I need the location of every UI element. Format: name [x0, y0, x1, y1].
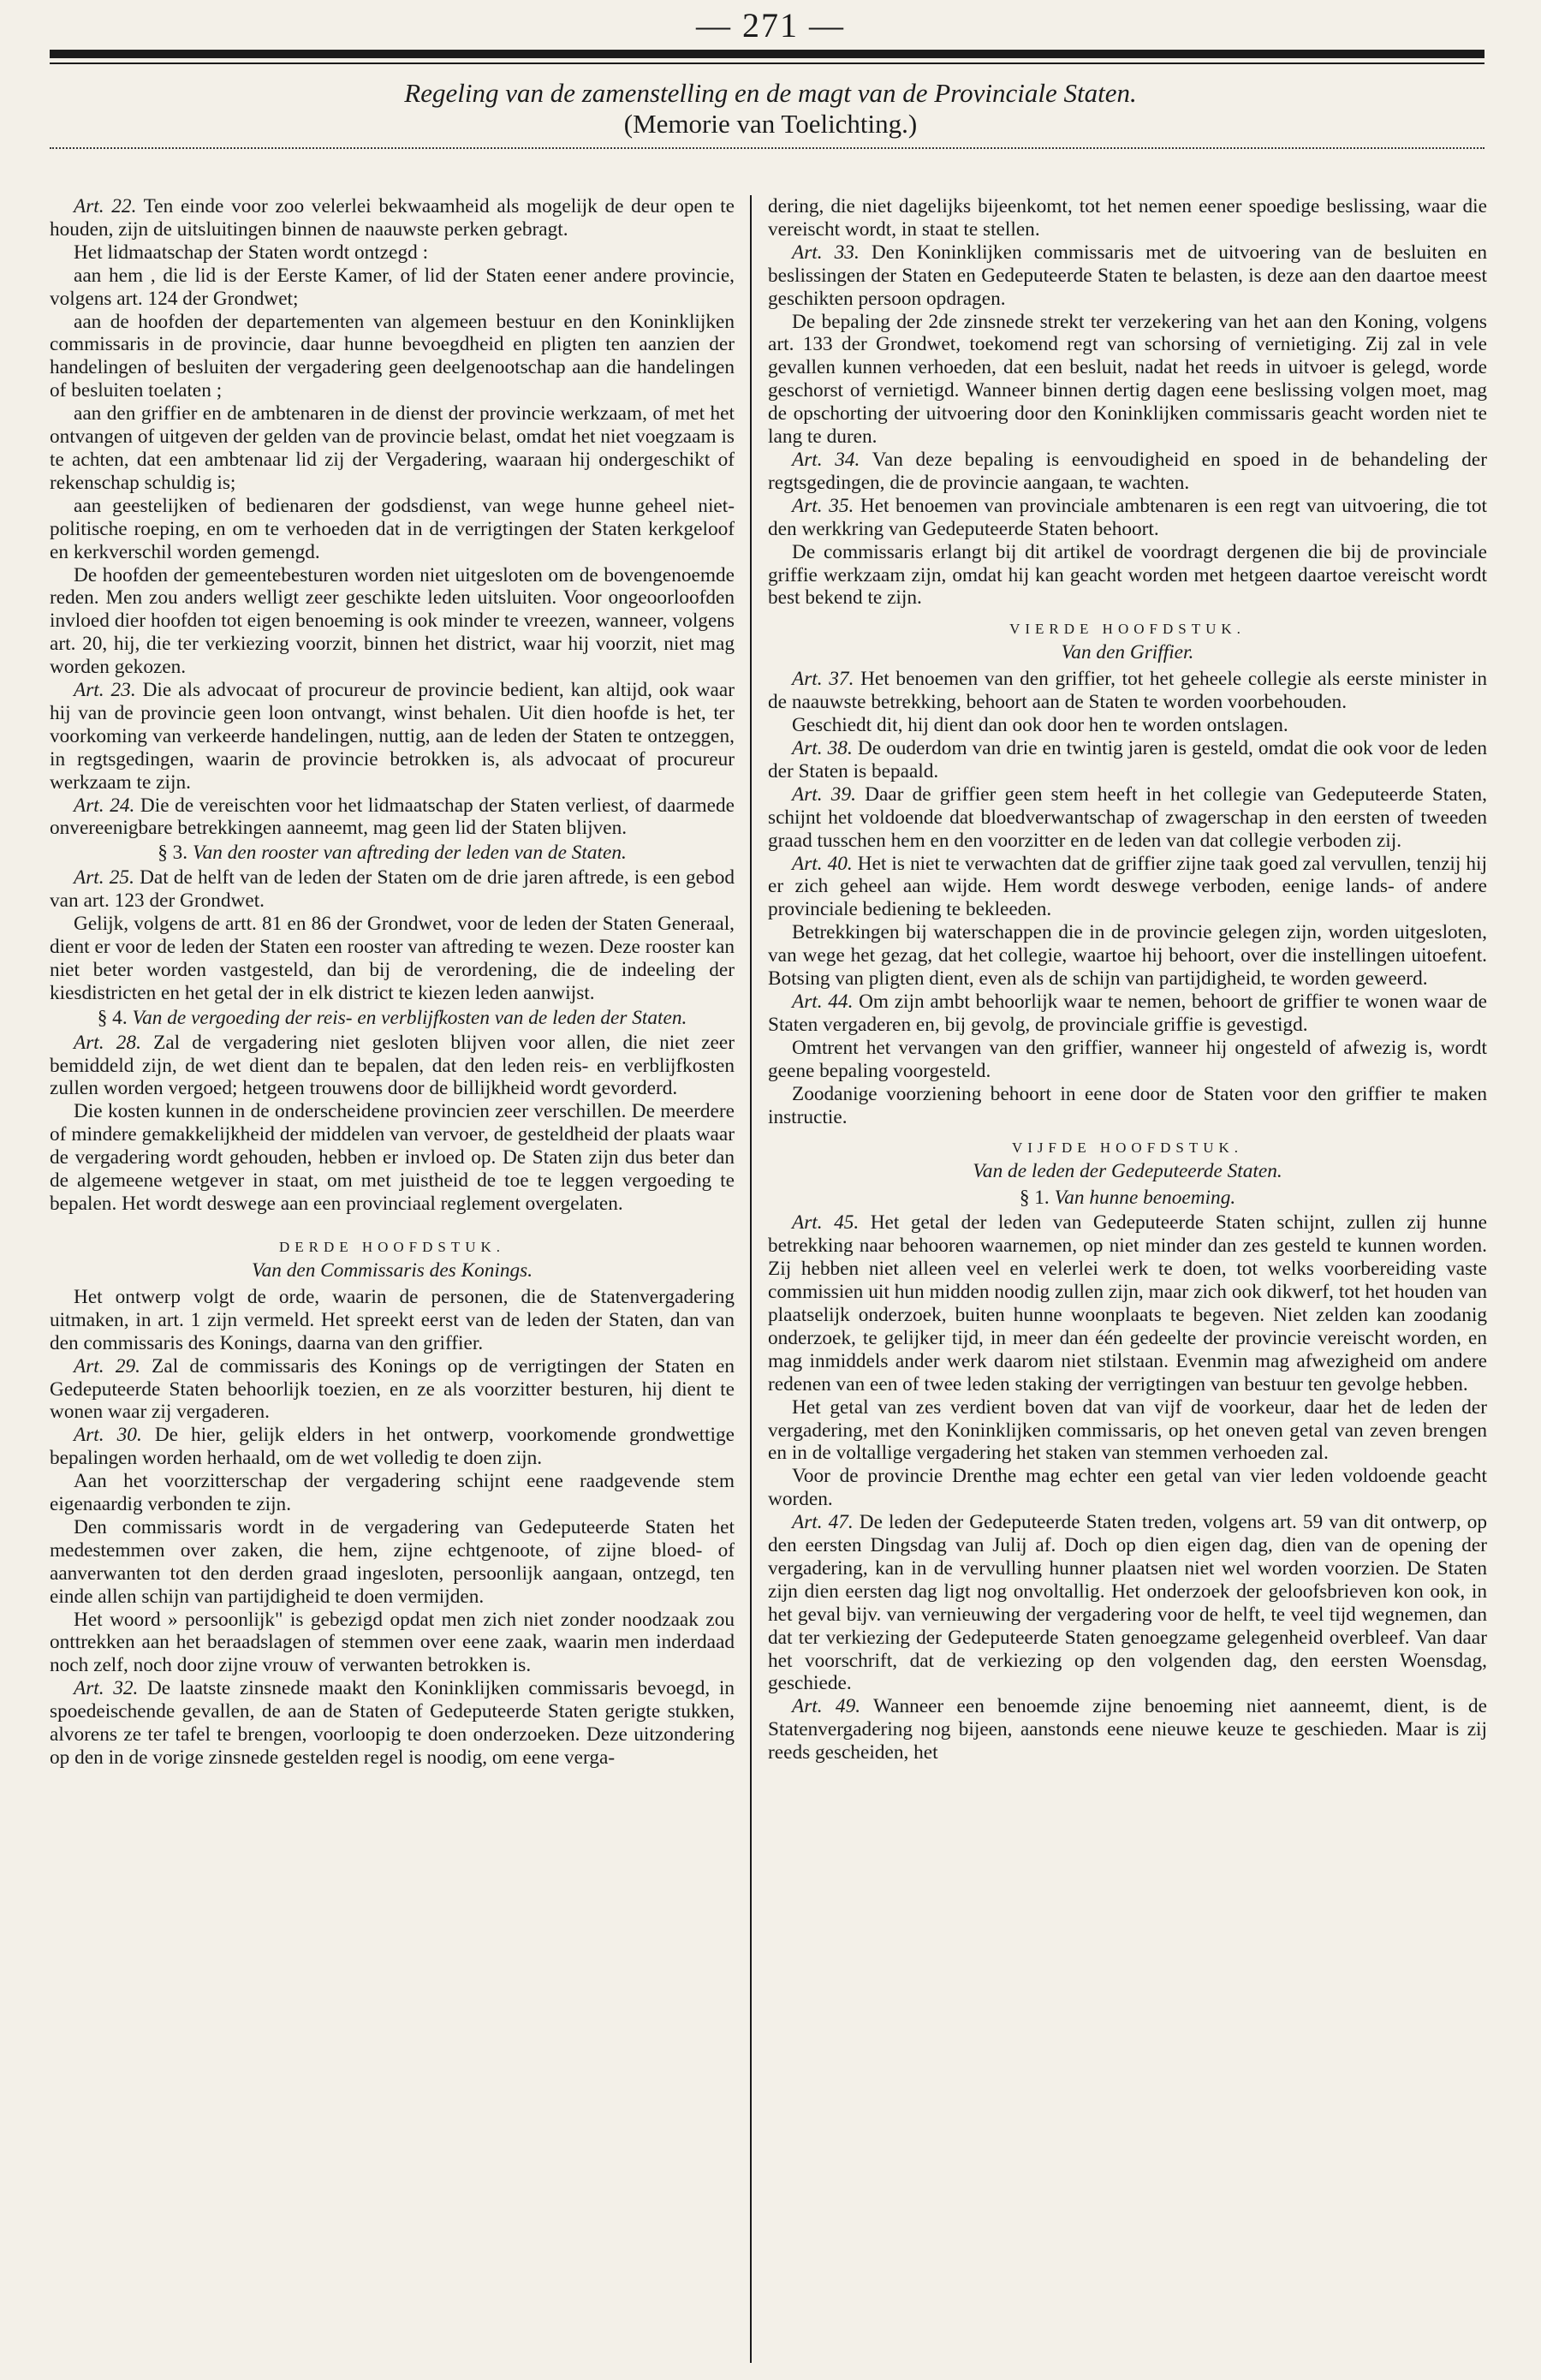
article-number: Art. 39. — [792, 782, 856, 806]
paragraph — [50, 195, 735, 241]
paragraph-text: Daar de griffier geen stem heeft in het collegie van Gedeputeerde Staten, schijnt het voldoende dat bloedverwantschap of zwagerschap in den eersten of tweeden graad tusschen hem en den voorzitter en de leden van dat collegie verboden zij. — [768, 782, 1487, 852]
paragraph-text: Die de vereischten voor het lidmaatschap der Staten verliest, of daarmede onvereenigbare betrekkingen aanneemt, mag geen lid der Staten blijven. — [50, 794, 735, 840]
paragraph — [768, 783, 1487, 853]
paragraph-text: Dat de helft van de leden der Staten om de drie jaren aftrede, is een gebod van art. 123 der Grondwet. — [50, 866, 735, 913]
paragraph-text: De ouderdom van drie en twintig jaren is gesteld, omdat die ook voor de leden der Staten is bepaald. — [768, 737, 1487, 782]
paragraph — [768, 853, 1487, 922]
paragraph: aan geestelijken of bedienaren der godsdienst, van wege hunne geheel niet-politische roeping, en om te verhoeden dat in de verrigtingen der Staten kerkgeloof en kerkverschil worden gemengd. — [50, 494, 735, 563]
header-rule-thick — [50, 50, 1484, 58]
column-divider — [750, 195, 752, 2363]
page-number: — 271 — — [696, 6, 845, 45]
article-number: Art. 40. — [792, 852, 853, 875]
paragraph: dering, die niet dagelijks bijeenkomt, tot het nemen eener spoedige beslissing, waar die vereischt wordt, in staat te stellen. — [768, 195, 1487, 241]
paragraph — [50, 1032, 735, 1101]
paragraph-text: Om zijn ambt behoorlijk waar te nemen, behoort de griffier te wonen waar de Staten vergaderen en, bij gevolg, de provinciale griffie is gevestigd. — [768, 991, 1487, 1036]
paragraph: aan de hoofden der departementen van algemeen bestuur en den Koninklijken commissaris in de provincie, daar hunne bevoegdheid en pligten ten aanzien der handelingen of besluiten der vergadering geen deelgenootschap aan die handelingen of besluiten toelaten ; — [50, 310, 735, 402]
paragraph: Het lidmaatschap der Staten wordt ontzegd : — [74, 241, 429, 264]
paragraph — [768, 1211, 1487, 1395]
section-number: § 1. — [1019, 1187, 1050, 1210]
article-number: Art. 33. — [792, 241, 860, 264]
article-number: Art. 35. — [792, 494, 854, 517]
paragraph-text: Zal de vergadering niet gesloten blijven voor allen, die niet zeer bemiddeld zijn, de wet dient dan te bepalen, dat den leden reis- en verblijfkosten zullen worden vergoed; hetgeen trouwens door de billijkheid wordt gevorderd. — [50, 1031, 735, 1100]
article-number: Art. 49. — [792, 1695, 861, 1718]
paragraph — [768, 1695, 1487, 1764]
paragraph: Omtrent het vervangen van den griffier, wanneer hij ongesteld of afwezig is, wordt geene bepaling voorgesteld. — [768, 1036, 1487, 1082]
article-number: Art. 38. — [792, 737, 853, 760]
paragraph: Gelijk, volgens de artt. 81 en 86 der Grondwet, voor de leden der Staten Generaal, dient er voor de leden der Staten een rooster van aftreding te wezen. Deze rooster kan niet beter worden vastgesteld, dan bij de verordening, die de indeeling der kiesdistricten en het getal der in elk district te kiezen leden aanwijst. — [50, 913, 735, 1004]
paragraph: Den commissaris wordt in de vergadering van Gedeputeerde Staten het medestemmen over zaken, die hem, zijne echtgenoote, of zijne bloed- of aanverwanten tot den derden graad ingesloten, persoonlijk aangaan, ontzegd, ten einde allen schijn van partijdigheid te doen vermijden. — [50, 1515, 735, 1608]
paragraph — [50, 1424, 735, 1470]
article-number: Art. 30. — [74, 1424, 142, 1447]
paragraph: Het getal van zes verdient boven dat van vijf de voorkeur, daar het de leden der vergadering, met den Koninklijken commissaris, op het oneven getal van zeven brengen en in de voltallige vergadering het staken van stemmen verhoeden zal. — [768, 1395, 1487, 1465]
paragraph-text: Ten einde voor zoo velerlei bekwaamheid als mogelijk de deur open te houden, zijn de uitsluitingen binnen de naauwste perken gebragt. — [50, 195, 735, 241]
article-number: Art. 37. — [792, 668, 854, 691]
article-number: Art. 22. — [74, 195, 137, 217]
chapter-heading: DERDE HOOFDSTUK. — [278, 1238, 506, 1255]
right-column — [768, 195, 1487, 2361]
paragraph: Geschiedt dit, hij dient dan ook door hen te worden ontslagen. — [792, 714, 1288, 737]
paragraph: Voor de provincie Drenthe mag echter een getal van vier leden voldoende geacht worden. — [768, 1465, 1487, 1511]
chapter-title: Van de leden der Gedeputeerde Staten. — [973, 1160, 1282, 1183]
paragraph-text: De laatste zinsnede maakt den Koninklijken commissaris bevoegd, in spoedeischende gevallen, de aan de Staten of Gedeputeerde Staten gerigte stukken, alvorens ze ter tafel te brengen, voorloopig te doen onderzoeken. Deze uitzondering op den in de vorige zinsnede gestelden regel is noodig, om eene verga- — [50, 1677, 735, 1769]
section-title: Van hunne benoeming. — [1054, 1187, 1236, 1210]
paragraph: De commissaris erlangt bij dit artikel de voordragt dergenen die bij de provinciale griffie werkzaam zijn, omdat hij kan geacht worden met hetgeen daartoe vereischt wordt best bekend te zijn. — [768, 540, 1487, 610]
paragraph — [768, 241, 1487, 311]
title-rule — [50, 147, 1484, 150]
header-rule-thin — [50, 62, 1484, 64]
paragraph: Zoodanige voorziening behoort in eene door de Staten voor den griffier te maken instructie. — [768, 1082, 1487, 1128]
paragraph — [768, 991, 1487, 1037]
paragraph — [50, 679, 735, 794]
page-subtitle: (Memorie van Toelichting.) — [623, 109, 918, 139]
paragraph-text: Het getal der leden van Gedeputeerde Staten schijnt, zullen zij hunne betrekking naar behooren waarnemen, op niet minder dan zes gesteld te kunnen worden. Zij hebben niet alleen veel en velerlei werk te doen, tot welks voorbereiding vaste commissien uit hun midden noodig zullen zijn, maar zich ook dikwerf, tot het houden van plaatselijk onderzoek, buiten hunne woonplaats te begeven. Niet zelden kan zoodanig onderzoek, te gelijker tijd, in meer dan één gedeelte der provincie vereischt worden, en mag inmiddels ander werk daarom niet stilstaan. Evenmin mag afwezigheid om andere redenen van een of twee leden staking der verrigtingen van bestuur ten gevolge hebben. — [768, 1211, 1487, 1395]
paragraph-text: De leden der Gedeputeerde Staten treden, volgens art. 59 van dit ontwerp, op den eersten Dingsdag van Julij af. Doch op dien eigen dag, dien van de opening der vergadering, kan in de vervulling hunner plaatsen niet wel worden voorzien. De Staten zijn dien eersten dag ligt nog onvoltallig. Het onderzoek der geloofsbrieven kon ook, in het geval bijv. van vernieuwing der vergadering voor de helft, te veel tijd wegnemen, dan dat ter verkiezing der Gedeputeerde Staten genoegzame gelegenheid overbleef. Van daar het voorschrift, dat de verkiezing op den volgenden dag, den eersten Woensdag, geschiede. — [768, 1511, 1487, 1695]
paragraph: Het ontwerp volgt de orde, waarin de personen, die de Statenvergadering uitmaken, in art. 1 zijn vermeld. Het spreekt eerst van de leden der Staten, dan van den commissaris des Konings, daarna van den griffier. — [50, 1285, 735, 1354]
paragraph: aan hem , die lid is der Eerste Kamer, of lid der Staten eener andere provincie, volgens art. 124 der Grondwet; — [50, 264, 735, 310]
paragraph — [50, 1355, 735, 1425]
paragraph: Die kosten kunnen in de onderscheidene provincien zeer verschillen. De meerdere of mindere gemakkelijkheid der middelen van vervoer, de gesteldheid der plaats waar de vergadering wordt gehouden, hebben er invloed op. De Staten zijn dus beter dan de algemeene wetgever in staat, om met juistheid de toe te leggen vergoeding te bepalen. Het wordt deswege aan een provinciaal reglement overgelaten. — [50, 1100, 735, 1215]
article-number: Art. 47. — [792, 1511, 854, 1534]
paragraph-text: Wanneer een benoemde zijne benoeming niet aanneemt, dient, is de Statenvergadering nog bijeen, aanstonds eene nieuwe keuze te geschieden. Maar is zij reeds gescheiden, het — [768, 1695, 1487, 1764]
left-column — [50, 195, 735, 2361]
section-heading — [50, 1007, 735, 1030]
page-title: Regeling van de zamenstelling en de magt van de Provinciale Staten. — [404, 78, 1137, 108]
paragraph — [768, 668, 1487, 714]
paragraph-text: Den Koninklijken commissaris met de uitvoering van de besluiten en beslissingen der Staten en Gedeputeerde Staten te belasten, is deze aan den daartoe meest geschikten persoon opdragen. — [768, 241, 1487, 310]
article-number: Art. 29. — [74, 1354, 140, 1377]
paragraph-text: De hier, gelijk elders in het ontwerp, voorkomende grondwettige bepalingen worden herhaald, om de wet volledig te doen zijn. — [50, 1424, 735, 1470]
paragraph — [768, 495, 1487, 541]
article-number: Art. 44. — [792, 991, 854, 1013]
paragraph: De bepaling der 2de zinsnede strekt ter verzekering van het aan den Koning, volgens art. 133 der Grondwet, toekomend regt van schorsing of vernietiging. Zij zal in vele gevallen kunnen verhoeden, dat een besluit, nadat het reeds in uitvoer is gelegd, worde geschorst of vernietigd. Wanneer binnen dertig dagen eene beslissing volgen moet, mag de opschorting der uitvoering door den Koninklijken commissaris geacht worden niet te lang te duren. — [768, 310, 1487, 449]
paragraph-text: Zal de commissaris des Konings op de verrigtingen der Staten en Gedeputeerde Staten behoorlijk toezien, en ze als voorzitter besturen, hij dient te wonen waar zij vergaderen. — [50, 1354, 735, 1424]
paragraph-text: Van deze bepaling is eenvoudigheid en spoed in de behandeling der regtsgedingen, die de provincie aangaan, te wachten. — [768, 448, 1487, 494]
article-number: Art. 23. — [74, 679, 136, 702]
paragraph-text: Die als advocaat of procureur de provincie bedient, kan altijd, ook waar hij van de provincie geen loon ontvangt, winst behalen. Uit dien hoofde is het, ter voorkoming van verkeerde handelingen, nuttig, aan de leden der Staten te ontzeggen, in regtsgedingen, waarin de provincie betrokken is, als advocaat of procureur werkzaam te zijn. — [50, 679, 735, 794]
article-number: Art. 34. — [792, 448, 860, 471]
chapter-heading: VIERDE HOOFDSTUK. — [1009, 621, 1246, 638]
paragraph: Aan het voorzitterschap der vergadering schijnt eene raadgevende stem eigenaardig verbonden te zijn. — [50, 1470, 735, 1516]
section-title: Van de vergoeding der reis- en verblijfkosten van de leden der Staten. — [132, 1006, 687, 1029]
paragraph — [50, 794, 735, 841]
paragraph: Betrekkingen bij waterschappen die in de provincie gelegen zijn, worden uitgesloten, van wege het gezag, dat het collegie, waartoe hij behoort, over die instellingen uitoefent. Botsing van pligten dient, even als de schijn van partijdigheid, te worden geweerd. — [768, 921, 1487, 991]
chapter-title: Van den Griffier. — [1061, 641, 1194, 664]
chapter-title: Van den Commissaris des Konings. — [251, 1258, 533, 1282]
paragraph-text: Het benoemen van den griffier, tot het geheele collegie als eerste minister in de naauwste betrekking, behoort aan de Staten te worden voorbehouden. — [768, 668, 1487, 714]
article-number: Art. 24. — [74, 794, 135, 817]
paragraph-text: Het benoemen van provinciale ambtenaren is een regt van uitvoering, die tot den werkkring van Gedeputeerde Staten behoort. — [768, 494, 1487, 540]
section-number: § 3. — [158, 842, 188, 865]
paragraph — [50, 866, 735, 913]
paragraph-text: Het is niet te verwachten dat de griffier zijne taak goed zal vervullen, tenzij hij er zich geheel aan wijde. Hem wordt deswege verboden, eenige lands- of andere provinciale bediening te bekleeden. — [768, 852, 1487, 921]
paragraph — [768, 449, 1487, 495]
paragraph — [768, 737, 1487, 783]
paragraph: De hoofden der gemeentebesturen worden niet uitgesloten om de bovengenoemde reden. Men zou anders welligt zeer geschikte leden uitsluiten. Voor ongeoorloofden invloed dier hoofden tot eigen benoeming is ook minder te vreezen, wanneer, volgens art. 20, hij, die ter verkiezing voorzit, binnen het district, waar hij voorzit, niet mag worden gekozen. — [50, 563, 735, 679]
paragraph: aan den griffier en de ambtenaren in de dienst der provincie werkzaam, of met het ontvangen of uitgeven der gelden van de provincie belast, omdat het niet voegzaam is te achten, dat een ambtenaar lid zij der Vergadering, waaraan hij ondergeschikt of rekenschap schuldig is; — [50, 402, 735, 494]
chapter-heading: VIJFDE HOOFDSTUK. — [1011, 1139, 1244, 1157]
section-title: Van den rooster van aftreding der leden van de Staten. — [192, 842, 627, 865]
spacer — [50, 1216, 735, 1228]
paragraph: Het woord » persoonlijk" is gebezigd opdat men zich niet zonder noodzaak zou onttrekken aan het beraadslagen of stemmen over eene zaak, waarin men inderdaad noch zelf, noch door zijne vrouw of verwanten betrokken is. — [50, 1608, 735, 1677]
article-number: Art. 32. — [74, 1677, 139, 1700]
section-heading — [768, 1187, 1487, 1210]
paragraph — [50, 1677, 735, 1770]
article-number: Art. 45. — [792, 1211, 860, 1235]
article-number: Art. 25. — [74, 866, 134, 890]
section-heading — [50, 842, 735, 865]
paragraph — [768, 1511, 1487, 1695]
section-number: § 4. — [97, 1006, 128, 1029]
article-number: Art. 28. — [74, 1031, 141, 1054]
